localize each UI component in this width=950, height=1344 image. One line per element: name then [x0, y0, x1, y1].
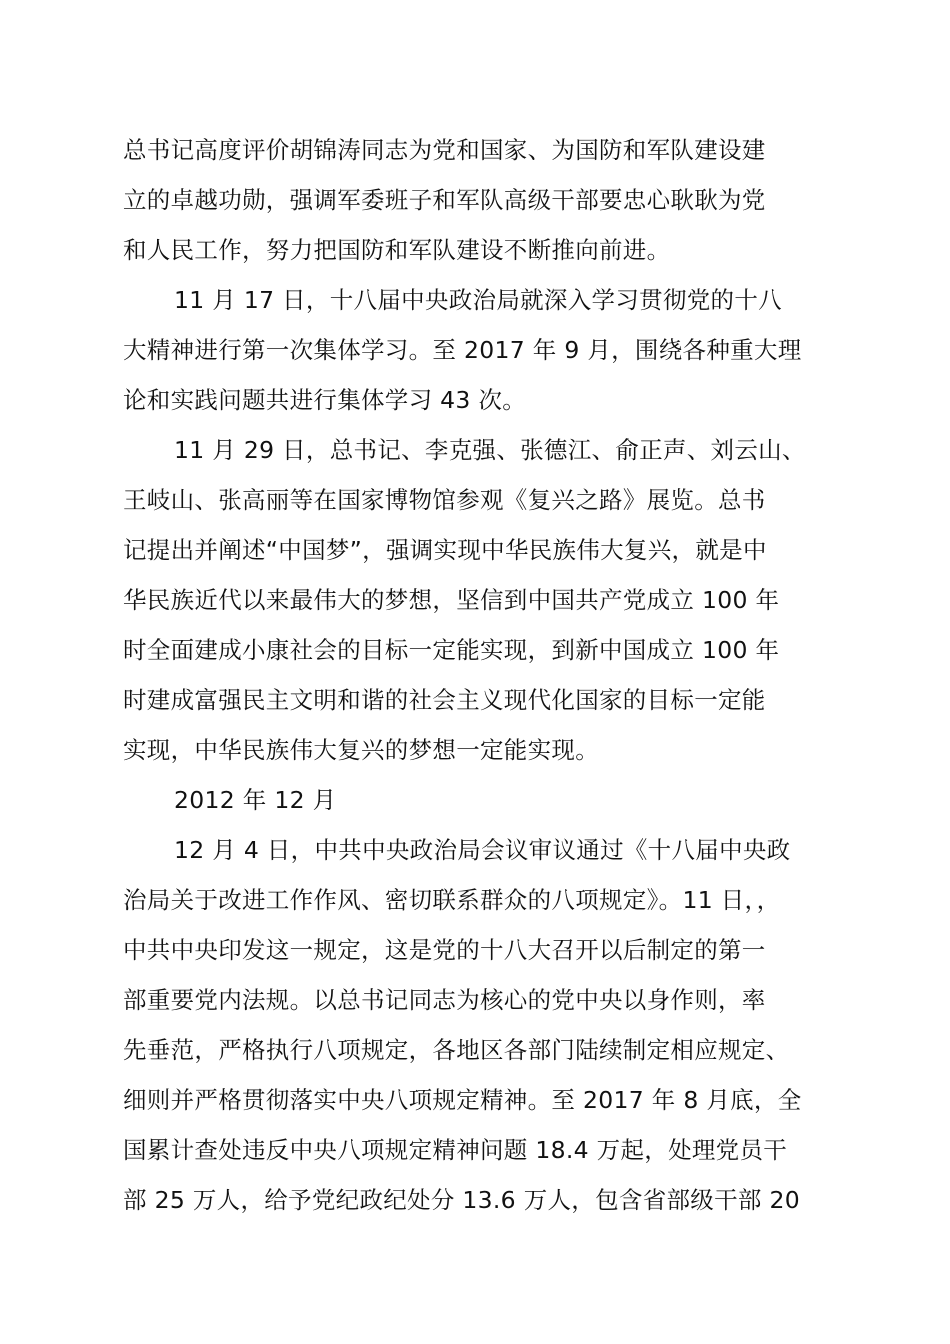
text-line: 治局关于改进工作作风、密切联系群众的八项规定》。11 日，，	[123, 886, 781, 914]
text-line: 立的卓越功勋，强调军委班子和军队高级干部要忠心耿耿为党	[123, 186, 766, 214]
section-heading: 2012 年 12 月	[174, 786, 337, 814]
text-line: 和人民工作，努力把国防和军队建设不断推向前进。	[123, 236, 671, 264]
text-line: 时全面建成小康社会的目标一定能实现，到新中国成立 100 年	[123, 636, 780, 664]
text-line: 总书记高度评价胡锦涛同志为党和国家、为国防和军队建设建	[123, 136, 766, 164]
text-line: 12 月 4 日，中共中央政治局会议审议通过《十八届中央政	[174, 836, 791, 864]
text-line: 王岐山、张高丽等在国家博物馆参观《复兴之路》展览。总书	[123, 486, 766, 514]
text-line: 华民族近代以来最伟大的梦想，坚信到中国共产党成立 100 年	[123, 586, 780, 614]
text-line: 论和实践问题共进行集体学习 43 次。	[123, 386, 527, 414]
text-line: 细则并严格贯彻落实中央八项规定精神。至 2017 年 8 月底，全	[123, 1086, 802, 1114]
text-line: 国累计查处违反中央八项规定精神问题 18.4 万起，处理党员干	[123, 1136, 788, 1164]
text-line: 中共中央印发这一规定，这是党的十八大召开以后制定的第一	[123, 936, 766, 964]
text-line: 记提出并阐述“中国梦”，强调实现中华民族伟大复兴，就是中	[123, 536, 767, 564]
text-line: 先垂范，严格执行八项规定，各地区各部门陆续制定相应规定、	[123, 1036, 790, 1064]
text-line: 时建成富强民主文明和谐的社会主义现代化国家的目标一定能	[123, 686, 766, 714]
text-line: 11 月 29 日，总书记、李克强、张德江、俞正声、刘云山、	[174, 436, 806, 464]
text-line: 实现，中华民族伟大复兴的梦想一定能实现。	[123, 736, 599, 764]
text-line: 大精神进行第一次集体学习。至 2017 年 9 月，围绕各种重大理	[123, 336, 802, 364]
text-line: 11 月 17 日，十八届中央政治局就深入学习贯彻党的十八	[174, 286, 782, 314]
text-line: 部重要党内法规。以总书记同志为核心的党中央以身作则，率	[123, 986, 766, 1014]
text-line: 部 25 万人，给予党纪政纪处分 13.6 万人，包含省部级干部 20	[123, 1186, 800, 1214]
